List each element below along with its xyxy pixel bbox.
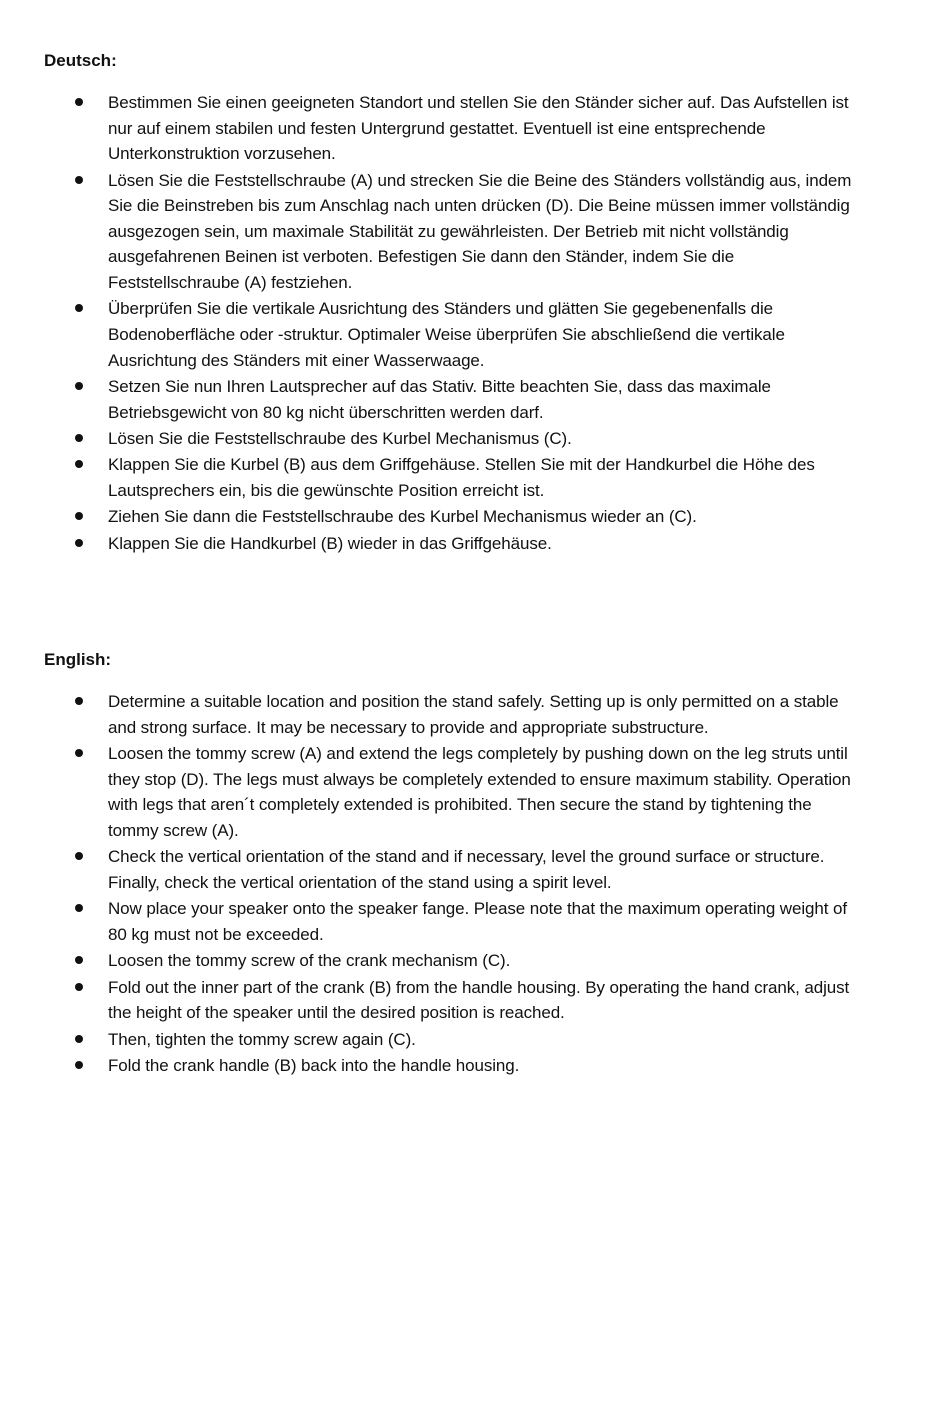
english-heading: English: bbox=[44, 650, 112, 669]
german-instruction-item bbox=[44, 90, 864, 167]
german-section bbox=[44, 50, 864, 557]
english-instruction-text: Then, tighten the tommy screw again (C). bbox=[108, 1029, 416, 1049]
german-instruction-item bbox=[44, 168, 864, 296]
german-instruction-text: Lösen Sie die Feststellschraube des Kurbel Mechanismus (C). bbox=[108, 428, 572, 448]
english-instruction-text: Determine a suitable location and position the stand safely. Setting up is only permitted on a stable and strong surface. It may be necessary to provide and appropriate substructure. bbox=[108, 692, 839, 737]
bullet-icon bbox=[75, 382, 83, 390]
german-instruction-item bbox=[44, 374, 864, 425]
german-instruction-item bbox=[44, 531, 864, 557]
english-instruction-item bbox=[44, 1053, 864, 1079]
german-instruction-text: Überprüfen Sie die vertikale Ausrichtung des Ständers und glätten Sie gegebenenfalls die Bodenoberfläche oder -struktur. Optimaler Weise überprüfen Sie abschließend die vertikale Ausrichtung des Ständers mit einer Wasserwaage. bbox=[108, 299, 785, 370]
bullet-icon bbox=[75, 176, 83, 184]
german-instruction-list bbox=[44, 90, 864, 556]
bullet-icon bbox=[75, 539, 83, 547]
english-instruction-item bbox=[44, 948, 864, 974]
bullet-icon bbox=[75, 956, 83, 964]
english-instruction-text: Loosen the tommy screw of the crank mechanism (C). bbox=[108, 951, 511, 971]
english-instruction-text: Fold the crank handle (B) back into the handle housing. bbox=[108, 1055, 520, 1075]
german-instruction-item bbox=[44, 426, 864, 452]
german-instruction-item bbox=[44, 504, 864, 530]
bullet-icon bbox=[75, 852, 83, 860]
german-instruction-text: Ziehen Sie dann die Feststellschraube des Kurbel Mechanismus wieder an (C). bbox=[108, 507, 697, 527]
bullet-icon bbox=[75, 304, 83, 312]
bullet-icon bbox=[75, 1061, 83, 1069]
bullet-icon bbox=[75, 749, 83, 757]
english-section bbox=[44, 649, 864, 1079]
german-instruction-text: Klappen Sie die Kurbel (B) aus dem Griffgehäuse. Stellen Sie mit der Handkurbel die Höhe des Lautsprechers ein, bis die gewünschte Position erreicht ist. bbox=[108, 455, 815, 500]
bullet-icon bbox=[75, 98, 83, 106]
english-instruction-text: Check the vertical orientation of the stand and if necessary, level the ground surface or structure. Finally, check the vertical orientation of the stand using a spirit level. bbox=[108, 847, 825, 892]
bullet-icon bbox=[75, 904, 83, 912]
german-instruction-item bbox=[44, 296, 864, 373]
bullet-icon bbox=[75, 512, 83, 520]
german-instruction-text: Klappen Sie die Handkurbel (B) wieder in das Griffgehäuse. bbox=[108, 533, 552, 553]
english-instruction-text: Loosen the tommy screw (A) and extend the legs completely by pushing down on the leg struts until they stop (D). The legs must always be completely extended to ensure maximum stability. Operation with legs that aren´t completely extended is prohibited. Then secure the stand by tightening the tommy screw (A). bbox=[108, 743, 851, 840]
english-instruction-item bbox=[44, 844, 864, 895]
bullet-icon bbox=[75, 460, 83, 468]
english-instruction-text: Fold out the inner part of the crank (B) from the handle housing. By operating the hand crank, adjust the height of the speaker until the desired position is reached. bbox=[108, 977, 850, 1023]
english-instruction-item bbox=[44, 896, 864, 947]
english-instruction-item bbox=[44, 1027, 864, 1053]
english-instruction-list bbox=[44, 689, 864, 1078]
bullet-icon bbox=[75, 697, 83, 705]
bullet-icon bbox=[75, 434, 83, 442]
german-instruction-text: Lösen Sie die Feststellschraube (A) und strecken Sie die Beine des Ständers vollständig aus, indem Sie die Beinstreben bis zum Anschlag nach unten drücken (D). Die Beine müssen immer vollständig ausgezogen sein, um maximale Stabilität zu gewährleisten. Der Betrieb mit nicht vollständig ausgefahrenen Beinen ist verboten. Befestigen Sie dann den Ständer, indem Sie die Feststellschraube (A) festziehen. bbox=[108, 170, 852, 292]
english-instruction-item bbox=[44, 975, 864, 1026]
english-instruction-item bbox=[44, 689, 864, 740]
german-heading: Deutsch: bbox=[44, 51, 117, 70]
german-instruction-text: Bestimmen Sie einen geeigneten Standort und stellen Sie den Ständer sicher auf. Das Aufstellen ist nur auf einem stabilen und festen Untergrund gestattet. Eventuell ist eine entsprechende Unterkonstruktion vorzusehen. bbox=[108, 93, 849, 164]
german-instruction-text: Setzen Sie nun Ihren Lautsprecher auf das Stativ. Bitte beachten Sie, dass das maximale Betriebsgewicht von 80 kg nicht überschritten werden darf. bbox=[108, 376, 771, 422]
english-instruction-item bbox=[44, 741, 864, 843]
english-instruction-text: Now place your speaker onto the speaker fange. Please note that the maximum operating weight of 80 kg must not be exceeded. bbox=[108, 899, 847, 944]
bullet-icon bbox=[75, 1035, 83, 1043]
german-instruction-item bbox=[44, 452, 864, 503]
bullet-icon bbox=[75, 983, 83, 991]
